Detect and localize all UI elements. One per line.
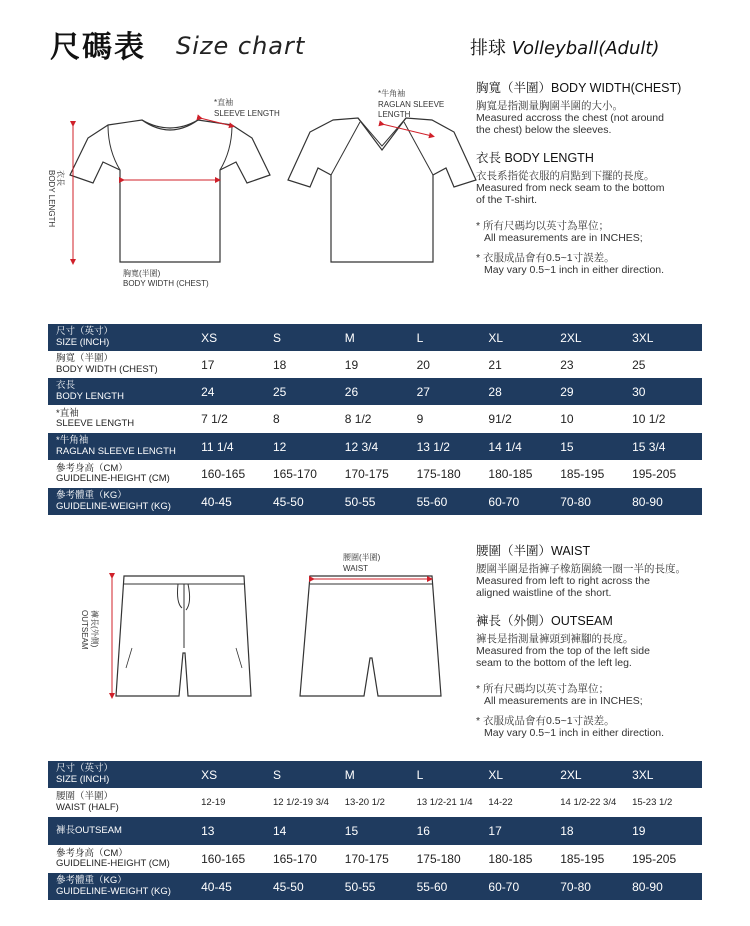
waist-label-en: WAIST <box>343 564 369 573</box>
row-label-en: SIZE (INCH) <box>56 336 110 348</box>
table-cell: 17 <box>486 817 558 845</box>
shorts-units-note-zh: * 所有尺碼均以英寸為單位； <box>476 683 610 695</box>
sport-title-chinese: 排球 <box>470 38 506 59</box>
raglan-label-zh: *牛角袖 <box>378 89 406 98</box>
row-label-en: 褲長OUTSEAM <box>56 824 122 836</box>
shirt-diagram <box>48 80 468 295</box>
table-cell: 50-55 <box>343 488 415 515</box>
table-cell: 60-70 <box>486 488 558 515</box>
page-title: Size chart <box>176 32 306 60</box>
row-label-zh: 參考體重（KG） <box>56 875 127 886</box>
row-label-zh: *牛角袖 <box>56 435 89 446</box>
table-cell: 8 1/2 <box>343 405 415 433</box>
table-row <box>48 460 702 488</box>
raglan-tshirt-outline <box>288 118 476 262</box>
table-cell: 180-185 <box>486 460 558 488</box>
tshirt-outline <box>70 120 270 262</box>
body-length-heading: 衣長 BODY LENGTH <box>476 151 594 165</box>
table-cell: XL <box>486 324 558 351</box>
table-cell: 14 1/4 <box>486 433 558 460</box>
units-note-zh: * 所有尺碼均以英寸為單位； <box>476 220 610 232</box>
length-description-zh: 衣長系指從衣服的肩點到下擺的長度。 <box>476 170 655 182</box>
table-cell: 160-165 <box>199 460 271 488</box>
body-length-label-zh: 衣長 <box>56 170 65 186</box>
row-label-en: RAGLAN SLEEVE LENGTH <box>56 445 176 457</box>
waist-description-en1: Measured from left to right across the <box>476 575 650 587</box>
waist-description-zh: 腰圍半圍是指褲子橡筋圍繞一圈一半的長度。 <box>476 563 686 575</box>
table-cell: M <box>343 761 415 788</box>
table-row <box>48 873 702 900</box>
sleeve-label-en: SLEEVE LENGTH <box>214 109 280 118</box>
table-cell: 12 <box>271 433 343 460</box>
row-label-zh: 尺寸（英寸） <box>56 763 114 774</box>
table-cell: XS <box>199 324 271 351</box>
row-label-zh: 參考體重（KG） <box>56 490 127 501</box>
shorts-measurement-description <box>476 541 746 739</box>
table-cell: 12 3/4 <box>343 433 415 460</box>
row-label-zh: 腰圍（半圍） <box>56 791 114 802</box>
table-cell: 25 <box>271 378 343 405</box>
outseam-description-en1: Measured from the top of the left side <box>476 645 650 657</box>
table-row <box>48 788 702 817</box>
table-cell: 15 3/4 <box>630 433 702 460</box>
table-cell: S <box>271 761 343 788</box>
row-label <box>48 378 199 405</box>
table-cell: 26 <box>343 378 415 405</box>
tolerance-note-zh: * 衣服成品會有0.5~1寸誤差。 <box>476 252 615 264</box>
table-cell: 40-45 <box>199 488 271 515</box>
row-label <box>48 460 199 488</box>
length-description-en1: Measured from neck seam to the bottom <box>476 182 665 194</box>
outseam-heading: 褲長（外側）OUTSEAM <box>476 614 613 628</box>
sport-title-english: Volleyball(Adult) <box>511 38 660 59</box>
table-cell: M <box>343 324 415 351</box>
row-label-en: BODY WIDTH (CHEST) <box>56 363 158 375</box>
table-cell: 3XL <box>630 761 702 788</box>
table-cell: 25 <box>630 351 702 378</box>
table-cell: 24 <box>199 378 271 405</box>
table-cell: 175-180 <box>415 845 487 873</box>
chest-label-en: BODY WIDTH (CHEST) <box>123 279 209 288</box>
table-cell: 13-20 1/2 <box>343 788 415 817</box>
shorts-tolerance-note-en: May vary 0.5~1 inch in either direction. <box>484 727 665 739</box>
table-cell: 195-205 <box>630 460 702 488</box>
table-cell: 13 <box>199 817 271 845</box>
shirt-size-table <box>48 324 702 515</box>
row-label <box>48 873 199 900</box>
table-cell: 170-175 <box>343 845 415 873</box>
table-cell: 15 <box>343 817 415 845</box>
row-label-en: GUIDELINE-HEIGHT (CM) <box>56 858 170 869</box>
table-cell: 11 1/4 <box>199 433 271 460</box>
table-cell: 15-23 1/2 <box>630 788 702 817</box>
outseam-label-en: OUTSEAM <box>80 610 89 650</box>
row-label <box>48 788 199 817</box>
table-header-row <box>48 761 702 788</box>
chest-label-zh: 胸寬(半圍) <box>123 269 161 278</box>
table-row <box>48 351 702 378</box>
row-label-en: WAIST (HALF) <box>56 801 119 813</box>
outseam-description-en2: seam to the bottom of the left leg. <box>476 657 632 669</box>
row-label-zh: 參考身高（CM） <box>56 847 128 859</box>
shorts-units-note-en: All measurements are in INCHES; <box>484 695 643 707</box>
row-label <box>48 405 199 433</box>
table-cell: 28 <box>486 378 558 405</box>
chest-description-zh: 胸寬是指測量胸圍半圍的大小。 <box>476 100 623 112</box>
row-label <box>48 351 199 378</box>
raglan-label-en2: LENGTH <box>378 110 411 119</box>
table-cell: 40-45 <box>199 873 271 900</box>
table-cell: 160-165 <box>199 845 271 873</box>
table-cell: 17 <box>199 351 271 378</box>
outseam-description <box>476 633 746 669</box>
table-header-row <box>48 324 702 351</box>
row-label-en: SIZE (INCH) <box>56 773 110 785</box>
table-cell: 9 <box>415 405 487 433</box>
table-cell: 165-170 <box>271 845 343 873</box>
table-cell: 175-180 <box>415 460 487 488</box>
table-cell: 60-70 <box>486 873 558 900</box>
row-label-zh: 參考身高（CM） <box>56 462 128 474</box>
shirt-measurement-description <box>476 78 746 276</box>
table-cell: 19 <box>630 817 702 845</box>
chest-description-en1: Measured accross the chest (not around <box>476 112 664 124</box>
table-cell: 30 <box>630 378 702 405</box>
table-cell: 45-50 <box>271 873 343 900</box>
table-cell: 16 <box>415 817 487 845</box>
row-label-zh: 衣長 <box>56 380 76 391</box>
table-cell: 20 <box>415 351 487 378</box>
shorts-diagram <box>48 548 468 708</box>
table-row <box>48 433 702 460</box>
table-cell: XL <box>486 761 558 788</box>
units-note <box>476 220 746 244</box>
chest-heading: 胸寬（半圍）BODY WIDTH(CHEST) <box>476 81 682 95</box>
table-cell: 170-175 <box>343 460 415 488</box>
tolerance-note <box>476 252 746 276</box>
table-row <box>48 378 702 405</box>
row-label <box>48 845 199 873</box>
sport-title <box>470 34 659 60</box>
table-cell: 12-19 <box>199 788 271 817</box>
table-cell: 50-55 <box>343 873 415 900</box>
table-row <box>48 817 702 845</box>
table-cell: 10 <box>558 405 630 433</box>
raglan-label-en1: RAGLAN SLEEVE <box>378 100 445 109</box>
tolerance-note-en: May vary 0.5~1 inch in either direction. <box>484 264 665 276</box>
units-note-en: All measurements are in INCHES; <box>484 232 643 244</box>
length-description-en2: of the T-shirt. <box>476 194 538 206</box>
waist-description-en2: aligned waistline of the short. <box>476 587 612 599</box>
table-cell: 165-170 <box>271 460 343 488</box>
table-cell: XS <box>199 761 271 788</box>
body-length-description <box>476 170 746 206</box>
table-cell: 10 1/2 <box>630 405 702 433</box>
shorts-units-note <box>476 683 746 707</box>
table-cell: 70-80 <box>558 488 630 515</box>
table-cell: 55-60 <box>415 873 487 900</box>
table-cell: 8 <box>271 405 343 433</box>
table-cell: 80-90 <box>630 488 702 515</box>
table-cell: 14-22 <box>486 788 558 817</box>
table-cell: 7 1/2 <box>199 405 271 433</box>
table-cell: 185-195 <box>558 460 630 488</box>
table-cell: 2XL <box>558 761 630 788</box>
table-cell: 13 1/2-21 1/4 <box>415 788 487 817</box>
table-cell: 45-50 <box>271 488 343 515</box>
row-label-en: GUIDELINE-WEIGHT (KG) <box>56 885 171 897</box>
body-length-label-en: BODY LENGTH <box>47 170 56 228</box>
table-cell: L <box>415 324 487 351</box>
sleeve-label-zh: *直袖 <box>214 98 234 107</box>
row-label <box>48 324 199 351</box>
table-cell: 14 <box>271 817 343 845</box>
row-label-zh: 胸寬（半圍） <box>56 353 114 364</box>
shorts-tolerance-note <box>476 715 746 739</box>
table-cell: 2XL <box>558 324 630 351</box>
table-cell: 21 <box>486 351 558 378</box>
table-cell: 80-90 <box>630 873 702 900</box>
table-cell: 185-195 <box>558 845 630 873</box>
table-cell: 29 <box>558 378 630 405</box>
row-label-zh: *直袖 <box>56 407 79 419</box>
row-label-en: GUIDELINE-HEIGHT (CM) <box>56 473 170 484</box>
table-row <box>48 405 702 433</box>
table-cell: 180-185 <box>486 845 558 873</box>
table-cell: 18 <box>271 351 343 378</box>
table-cell: 195-205 <box>630 845 702 873</box>
table-cell: 27 <box>415 378 487 405</box>
row-label <box>48 433 199 460</box>
table-cell: 23 <box>558 351 630 378</box>
chest-description-en2: the chest) below the sleeves. <box>476 124 612 136</box>
table-cell: 18 <box>558 817 630 845</box>
row-label <box>48 761 199 788</box>
shorts-size-table <box>48 761 702 900</box>
outseam-label-zh: 褲長(外側) <box>90 610 99 648</box>
waist-heading: 腰圍（半圍）WAIST <box>476 544 591 558</box>
table-cell: 12 1/2-19 3/4 <box>271 788 343 817</box>
page-title-chinese: 尺碼表 <box>50 30 146 65</box>
row-label <box>48 488 199 515</box>
outseam-description-zh: 褲長是指測量褲頭到褲腳的長度。 <box>476 633 634 645</box>
row-label <box>48 817 199 845</box>
table-cell: 13 1/2 <box>415 433 487 460</box>
row-label-en: BODY LENGTH <box>56 390 124 402</box>
table-cell: 14 1/2-22 3/4 <box>558 788 630 817</box>
table-cell: 19 <box>343 351 415 378</box>
table-cell: 15 <box>558 433 630 460</box>
waist-description <box>476 563 746 599</box>
row-label-en: GUIDELINE-WEIGHT (KG) <box>56 500 171 512</box>
shorts-tolerance-note-zh: * 衣服成品會有0.5~1寸誤差。 <box>476 715 615 727</box>
table-cell: 91/2 <box>486 405 558 433</box>
waist-label-zh: 腰圍(半圍) <box>343 553 381 562</box>
table-cell: S <box>271 324 343 351</box>
row-label-en: SLEEVE LENGTH <box>56 418 135 429</box>
table-cell: L <box>415 761 487 788</box>
table-cell: 3XL <box>630 324 702 351</box>
table-row <box>48 488 702 515</box>
table-row <box>48 845 702 873</box>
chest-description <box>476 100 746 136</box>
table-cell: 70-80 <box>558 873 630 900</box>
table-cell: 55-60 <box>415 488 487 515</box>
shorts-back-outline <box>300 576 441 696</box>
row-label-zh: 尺寸（英寸） <box>56 326 114 337</box>
